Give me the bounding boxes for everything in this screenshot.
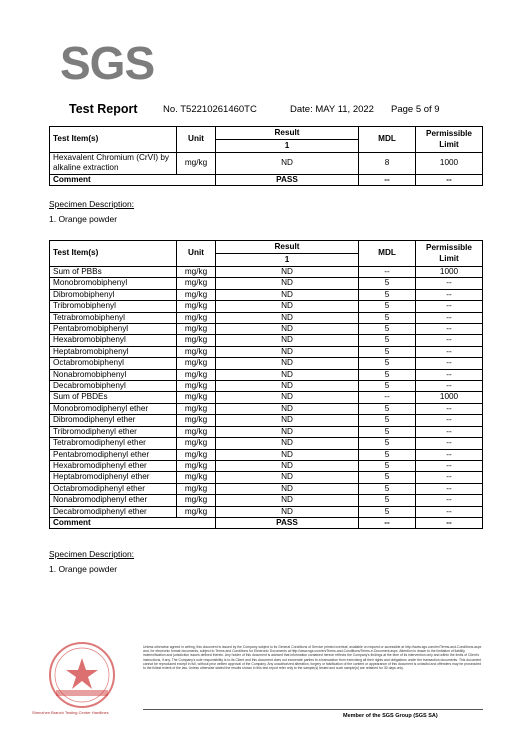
cell-result: ND [216,392,359,403]
table-row [50,483,483,494]
table-row [50,324,483,335]
cell-result: ND [216,415,359,426]
comment-label: Comment [50,517,216,528]
col-header-item: Test Item(s) [50,127,177,153]
cell-item: Decabromodiphenyl ether [50,506,177,517]
cell-limit: 1000 [416,153,483,175]
seal-caption: Shenzhen Branch Testing Center Hardlines [32,710,109,715]
comment-label: Comment [50,174,216,185]
cell-unit: mg/kg [177,506,216,517]
cell-limit: 1000 [416,392,483,403]
cell-unit: mg/kg [177,381,216,392]
cell-limit: -- [416,403,483,414]
cell-result: ND [216,449,359,460]
cell-limit: 1000 [416,267,483,278]
cell-result: ND [216,460,359,471]
cell-mdl: 5 [359,369,416,380]
cell-limit: -- [416,312,483,323]
cell-result: ND [216,483,359,494]
table-row [50,278,483,289]
cell-unit: mg/kg [177,289,216,300]
results-table-cr6 [49,126,483,186]
table-row [50,426,483,437]
cell-limit: -- [416,301,483,312]
cell-mdl: 5 [359,495,416,506]
cell-unit: mg/kg [177,312,216,323]
cell-mdl: 5 [359,289,416,300]
report-title: Test Report [69,102,138,116]
cell-mdl: 5 [359,335,416,346]
company-seal-icon [32,640,132,710]
cell-result: ND [216,369,359,380]
footer-disclaimer: Unless otherwise agreed in writing, this document is issued by the Company subject to its General Conditions of Service printed overleaf, available on request or accessible at http://www.sgs.com/en/Terms-and-Conditions.aspx and, for electronic format documents, subject to Terms and Conditions for Electronic Documents at http://www.sgs.com/en/Terms-and-Conditions/Terms-e-Document.aspx. Attention is drawn to the limitation of liability, indemnification and jurisdiction issues defined therein. Any holder of this document is advised that information contained hereon reflects the Company's findings at the time of its intervention only and within the limits of Client's instructions, if any. The Company's sole responsibility is to its Client and this document does not exonerate parties to a transaction from exercising all their rights and obligations under the transaction documents. This document cannot be reproduced except in full, without prior written approval of the Company. Any unauthorized alteration, forgery or falsification of the content or appearance of this document is unlawful and offenders may be prosecuted to the fullest extent of the law. Unless otherwise stated the results shown in this test report refer only to the sample(s) tested and such sample(s) are retained for 30 days only. [143,645,482,671]
cell-unit: mg/kg [177,267,216,278]
cell-mdl: 5 [359,460,416,471]
cell-unit: mg/kg [177,483,216,494]
cell-item: Pentabromodiphenyl ether [50,449,177,460]
cell-mdl: 5 [359,312,416,323]
table-row [50,346,483,357]
table-row [50,153,483,175]
cell-result: ND [216,153,359,175]
cell-result: ND [216,381,359,392]
table-row [50,392,483,403]
report-header [69,103,469,119]
col-header-result: Result [216,241,359,254]
cell-limit: -- [416,346,483,357]
cell-mdl: 5 [359,449,416,460]
cell-unit: mg/kg [177,426,216,437]
cell-item: Pentabromobiphenyl [50,324,177,335]
cell-mdl: 5 [359,358,416,369]
comment-row [50,517,483,528]
cell-unit: mg/kg [177,403,216,414]
table-row [50,495,483,506]
table-row [50,506,483,517]
cell-limit: -- [416,438,483,449]
col-header-result-sample: 1 [216,254,359,267]
cell-limit: -- [416,483,483,494]
cell-item: Sum of PBBs [50,267,177,278]
comment-limit: -- [416,174,483,185]
cell-unit: mg/kg [177,301,216,312]
comment-result: PASS [216,517,359,528]
cell-mdl: 5 [359,426,416,437]
cell-item: Tetrabromodiphenyl ether [50,438,177,449]
comment-row [50,174,483,185]
cell-unit: mg/kg [177,460,216,471]
cell-result: ND [216,506,359,517]
cell-unit: mg/kg [177,369,216,380]
table-row [50,449,483,460]
specimen-item: 1. Orange powder [49,564,118,574]
cell-unit: mg/kg [177,472,216,483]
cell-limit: -- [416,289,483,300]
cell-item: Octabromobiphenyl [50,358,177,369]
cell-mdl: 5 [359,403,416,414]
table-row [50,438,483,449]
cell-mdl: 5 [359,415,416,426]
specimen-title: Specimen Description: [49,199,135,209]
cell-unit: mg/kg [177,415,216,426]
col-header-limit: Permissible Limit [416,241,483,267]
sgs-logo [60,37,155,90]
cell-result: ND [216,289,359,300]
cell-unit: mg/kg [177,438,216,449]
cell-item: Nonabromodiphenyl ether [50,495,177,506]
cell-item: Monobromodiphenyl ether [50,403,177,414]
cell-item: Octabromodiphenyl ether [50,483,177,494]
cell-item: Sum of PBDEs [50,392,177,403]
col-header-mdl: MDL [359,241,416,267]
cell-mdl: -- [359,267,416,278]
sgs-member-note: Member of the SGS Group (SGS SA) [343,713,438,719]
cell-item: Hexabromodiphenyl ether [50,460,177,471]
cell-limit: -- [416,472,483,483]
cell-mdl: -- [359,392,416,403]
cell-result: ND [216,335,359,346]
cell-mdl: 5 [359,472,416,483]
cell-item: Hexabromobiphenyl [50,335,177,346]
report-date: Date: MAY 11, 2022 [290,104,374,115]
col-header-unit: Unit [177,127,216,153]
table-row [50,312,483,323]
cell-limit: -- [416,460,483,471]
cell-limit: -- [416,335,483,346]
col-header-result: Result [216,127,359,140]
col-header-result-sample: 1 [216,140,359,153]
col-header-limit: Permissible Limit [416,127,483,153]
cell-result: ND [216,267,359,278]
footer-divider [143,709,483,710]
cell-unit: mg/kg [177,346,216,357]
col-header-item: Test Item(s) [50,241,177,267]
page-number: Page 5 of 9 [391,104,440,115]
cell-item: Tribromodiphenyl ether [50,426,177,437]
comment-mdl: -- [359,174,416,185]
cell-unit: mg/kg [177,324,216,335]
cell-mdl: 5 [359,346,416,357]
cell-mdl: 5 [359,438,416,449]
cell-mdl: 5 [359,278,416,289]
cell-mdl: 5 [359,301,416,312]
table-row [50,301,483,312]
col-header-unit: Unit [177,241,216,267]
table-row [50,369,483,380]
cell-result: ND [216,324,359,335]
table-row [50,381,483,392]
comment-mdl: -- [359,517,416,528]
sgs-logo-text: SGS [60,37,155,89]
cell-result: ND [216,301,359,312]
cell-result: ND [216,358,359,369]
cell-result: ND [216,438,359,449]
cell-limit: -- [416,369,483,380]
cell-mdl: 8 [359,153,416,175]
cell-mdl: 5 [359,506,416,517]
cell-result: ND [216,346,359,357]
cell-limit: -- [416,358,483,369]
table-row [50,403,483,414]
cell-limit: -- [416,449,483,460]
cell-limit: -- [416,495,483,506]
specimen-description-1 [49,199,134,224]
table-row [50,472,483,483]
cell-unit: mg/kg [177,358,216,369]
cell-item: Tetrabromobiphenyl [50,312,177,323]
cell-item: Heptabromobiphenyl [50,346,177,357]
cell-limit: -- [416,415,483,426]
cell-item: Decabromobiphenyl [50,381,177,392]
cell-mdl: 5 [359,324,416,335]
col-header-mdl: MDL [359,127,416,153]
specimen-description-2 [49,549,134,574]
cell-result: ND [216,403,359,414]
table-row [50,267,483,278]
cell-limit: -- [416,426,483,437]
cell-unit: mg/kg [177,153,216,175]
table-row [50,289,483,300]
cell-result: ND [216,312,359,323]
cell-item: Dibromobiphenyl [50,289,177,300]
cell-item: Hexavalent Chromium (CrVI) by alkaline extraction [50,153,177,175]
cell-result: ND [216,278,359,289]
comment-result: PASS [216,174,359,185]
specimen-item: 1. Orange powder [49,214,118,224]
table-row [50,335,483,346]
table-row [50,415,483,426]
cell-unit: mg/kg [177,392,216,403]
results-table-pbb-pbde [49,240,483,529]
comment-limit: -- [416,517,483,528]
cell-limit: -- [416,381,483,392]
cell-limit: -- [416,278,483,289]
table-row [50,358,483,369]
report-number: No. T52210261460TC [163,104,257,115]
specimen-title: Specimen Description: [49,549,135,559]
cell-result: ND [216,426,359,437]
cell-unit: mg/kg [177,278,216,289]
cell-unit: mg/kg [177,449,216,460]
cell-item: Nonabromobiphenyl [50,369,177,380]
cell-item: Tribromobiphenyl [50,301,177,312]
cell-result: ND [216,472,359,483]
cell-limit: -- [416,324,483,335]
cell-item: Monobromobiphenyl [50,278,177,289]
cell-unit: mg/kg [177,495,216,506]
cell-item: Heptabromodiphenyl ether [50,472,177,483]
cell-unit: mg/kg [177,335,216,346]
cell-mdl: 5 [359,483,416,494]
cell-mdl: 5 [359,381,416,392]
cell-limit: -- [416,506,483,517]
cell-item: Dibromodiphenyl ether [50,415,177,426]
cell-result: ND [216,495,359,506]
table-row [50,460,483,471]
